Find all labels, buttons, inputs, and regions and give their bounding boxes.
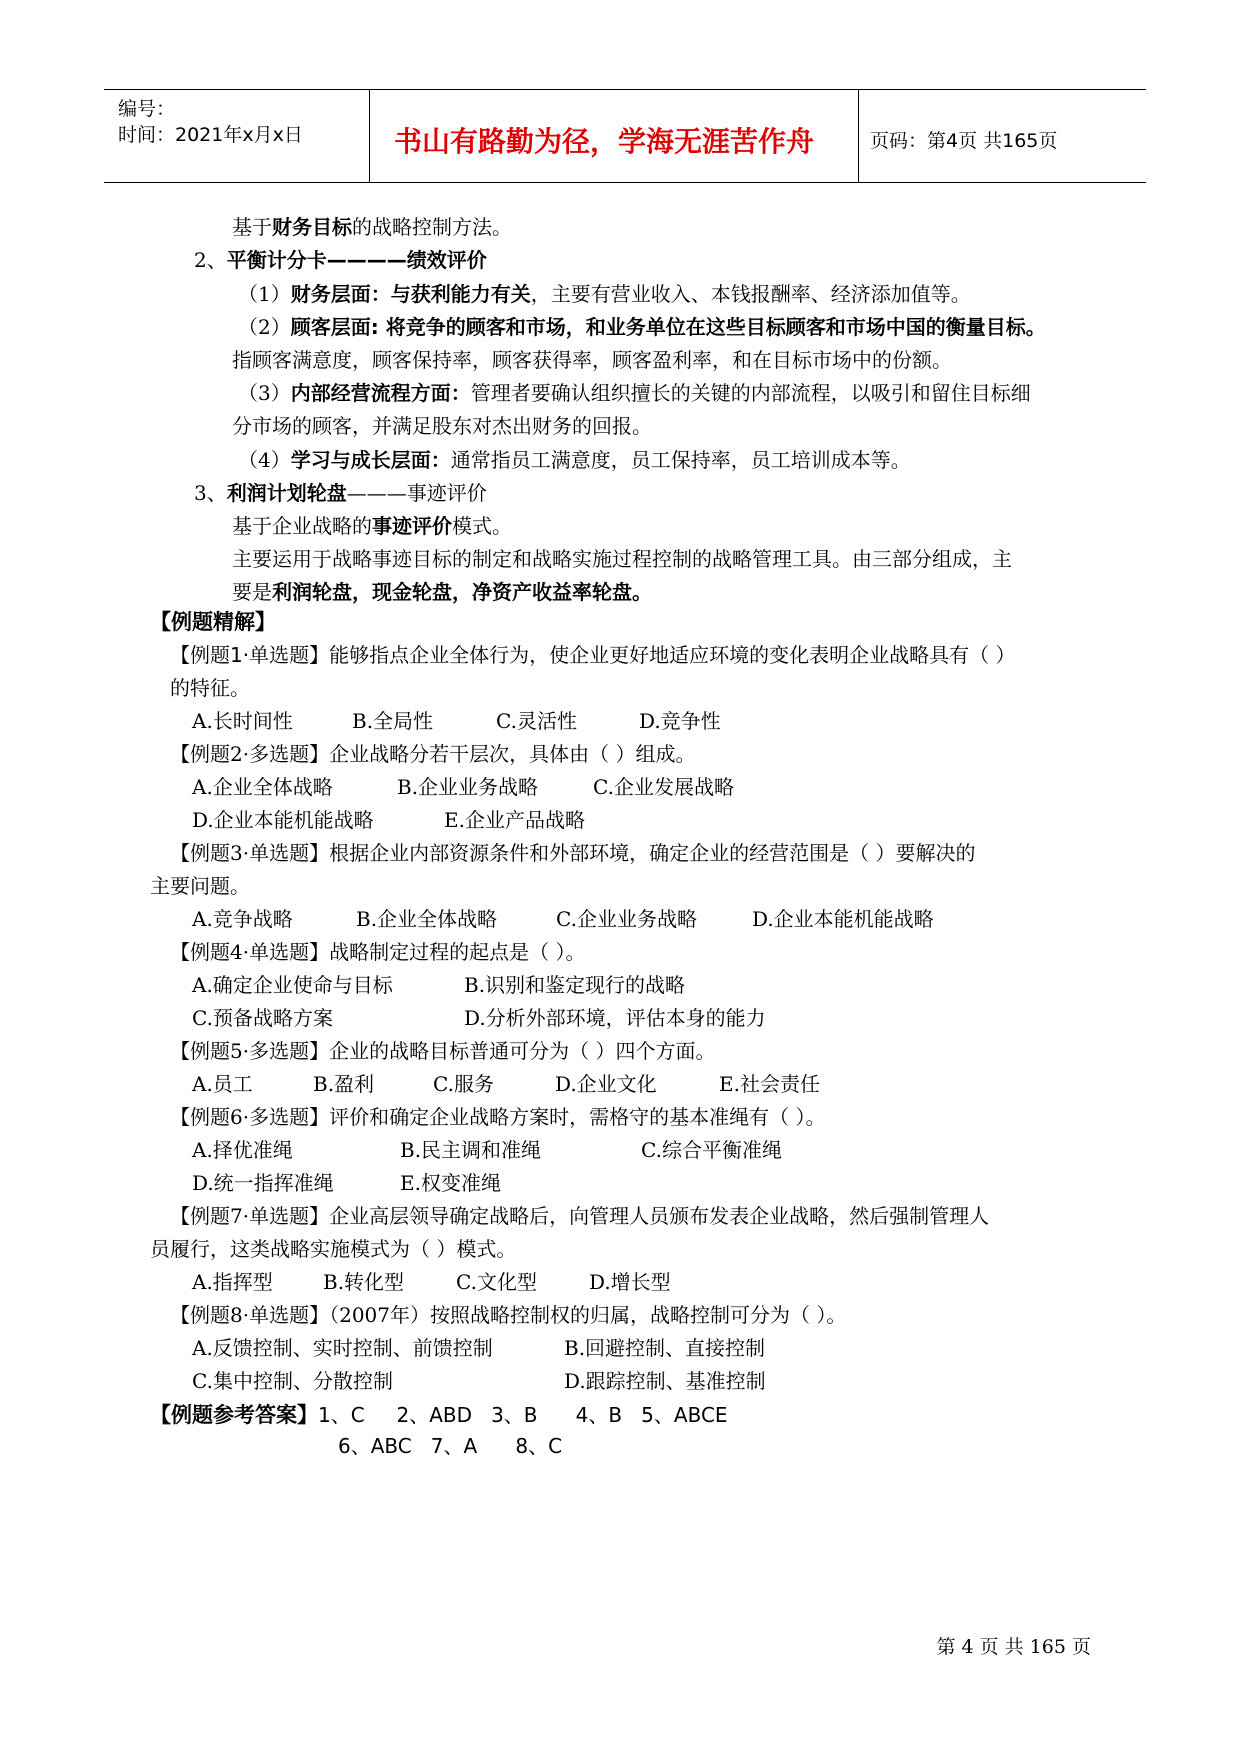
para-line: 分市场的顾客，并满足股东对杰出财务的回报。 bbox=[232, 414, 652, 438]
header-motto: 书山有路勤为径，学海无涯苦作舟 bbox=[394, 125, 815, 158]
header-divider-right bbox=[858, 90, 859, 182]
para-line: （4）学习与成长层面：通常指员工满意度，员工保持率，员工培训成本等。 bbox=[238, 448, 911, 472]
heading-balanced-scorecard: 2、平衡计分卡————绩效评价 bbox=[194, 248, 487, 272]
question-1-cont: 的特征。 bbox=[170, 676, 250, 700]
question-4-options-1: A.确定企业使命与目标 B.识别和鉴定现行的战略 bbox=[192, 973, 686, 997]
question-8-options-1: A.反馈控制、实时控制、前馈控制 B.回避控制、直接控制 bbox=[192, 1336, 766, 1360]
question-4: 【例题4·单选题】战略制定过程的起点是（ ）。 bbox=[170, 940, 586, 964]
header-bottom-rule bbox=[104, 182, 1146, 183]
question-8-options-2: C.集中控制、分散控制 D.跟踪控制、基准控制 bbox=[192, 1369, 766, 1393]
question-6: 【例题6·多选题】评价和确定企业战略方案时，需格守的基本准绳有（ ）。 bbox=[170, 1105, 826, 1129]
question-1: 【例题1·单选题】能够指点企业全体行为，使企业更好地适应环境的变化表明企业战略具有（ ） bbox=[170, 643, 1016, 667]
question-3: 【例题3·单选题】根据企业内部资源条件和外部环境，确定企业的经营范围是（ ）要解决的 bbox=[170, 841, 976, 865]
question-3-cont: 主要问题。 bbox=[150, 874, 250, 898]
para-line: （1）财务层面：与获利能力有关，主要有营业收入、本钱报酬率、经济添加值等。 bbox=[238, 282, 971, 306]
question-2: 【例题2·多选题】企业战略分若干层次，具体由（ ）组成。 bbox=[170, 742, 696, 766]
question-3-options: A.竞争战略 B.企业全体战略 C.企业业务战略 D.企业本能机能战略 bbox=[192, 907, 934, 931]
question-6-options-1: A.择优准绳 B.民主调和准绳 C.综合平衡准绳 bbox=[192, 1138, 782, 1162]
question-5: 【例题5·多选题】企业的战略目标普通可分为（ ）四个方面。 bbox=[170, 1039, 716, 1063]
answer-line-1: 【例题参考答案】1、C 2、ABD 3、B 4、B 5、ABCE bbox=[150, 1403, 728, 1427]
question-7-options: A.指挥型 B.转化型 C.文化型 D.增长型 bbox=[192, 1270, 671, 1294]
header-time: 时间：2021年x月x日 bbox=[118, 124, 303, 146]
para-line: 基于财务目标的战略控制方法。 bbox=[232, 215, 512, 239]
para-line: （2）顾客层面: 将竞争的顾客和市场，和业务单位在这些目标顾客和市场中国的衡量目标。 bbox=[238, 315, 1046, 339]
question-8: 【例题8·单选题】（2007年）按照战略控制权的归属，战略控制可分为（ ）。 bbox=[170, 1303, 847, 1327]
para-line: （3）内部经营流程方面：管理者要确认组织擅长的关键的内部流程，以吸引和留住目标细 bbox=[238, 381, 1031, 405]
page-footer: 第 4 页 共 165 页 bbox=[936, 1636, 1091, 1658]
answer-line-2: 6、ABC 7、A 8、C bbox=[338, 1434, 563, 1458]
para-line: 要是利润轮盘，现金轮盘，净资产收益率轮盘。 bbox=[232, 580, 652, 604]
question-4-options-2: C.预备战略方案 D.分析外部环境，评估本身的能力 bbox=[192, 1006, 766, 1030]
header-page: 页码：第4页 共165页 bbox=[870, 130, 1058, 152]
question-2-options-2: D.企业本能机能战略 E.企业产品战略 bbox=[192, 808, 585, 832]
header-top-rule bbox=[104, 89, 1146, 90]
question-2-options-1: A.企业全体战略 B.企业业务战略 C.企业发展战略 bbox=[192, 775, 734, 799]
header-number: 编号： bbox=[118, 98, 176, 120]
question-5-options: A.员工 B.盈利 C.服务 D.企业文化 E.社会责任 bbox=[192, 1072, 820, 1096]
para-line: 指顾客满意度，顾客保持率，顾客获得率，顾客盈利率，和在目标市场中的份额。 bbox=[232, 348, 952, 372]
question-6-options-2: D.统一指挥准绳 E.权变准绳 bbox=[192, 1171, 501, 1195]
section-title-examples: 【例题精解】 bbox=[150, 610, 276, 634]
question-1-options: A.长时间性 B.全局性 C.灵活性 D.竞争性 bbox=[192, 709, 721, 733]
question-7: 【例题7·单选题】企业高层领导确定战略后，向管理人员颁布发表企业战略，然后强制管理人 bbox=[170, 1204, 990, 1228]
header-divider-left bbox=[369, 90, 370, 182]
para-line: 基于企业战略的事迹评价模式。 bbox=[232, 514, 512, 538]
question-7-cont: 员履行，这类战略实施模式为（ ）模式。 bbox=[150, 1237, 517, 1261]
para-line: 主要运用于战略事迹目标的制定和战略实施过程控制的战略管理工具。由三部分组成，主 bbox=[232, 547, 1012, 571]
heading-profit-wheel: 3、利润计划轮盘———事迹评价 bbox=[194, 481, 487, 505]
